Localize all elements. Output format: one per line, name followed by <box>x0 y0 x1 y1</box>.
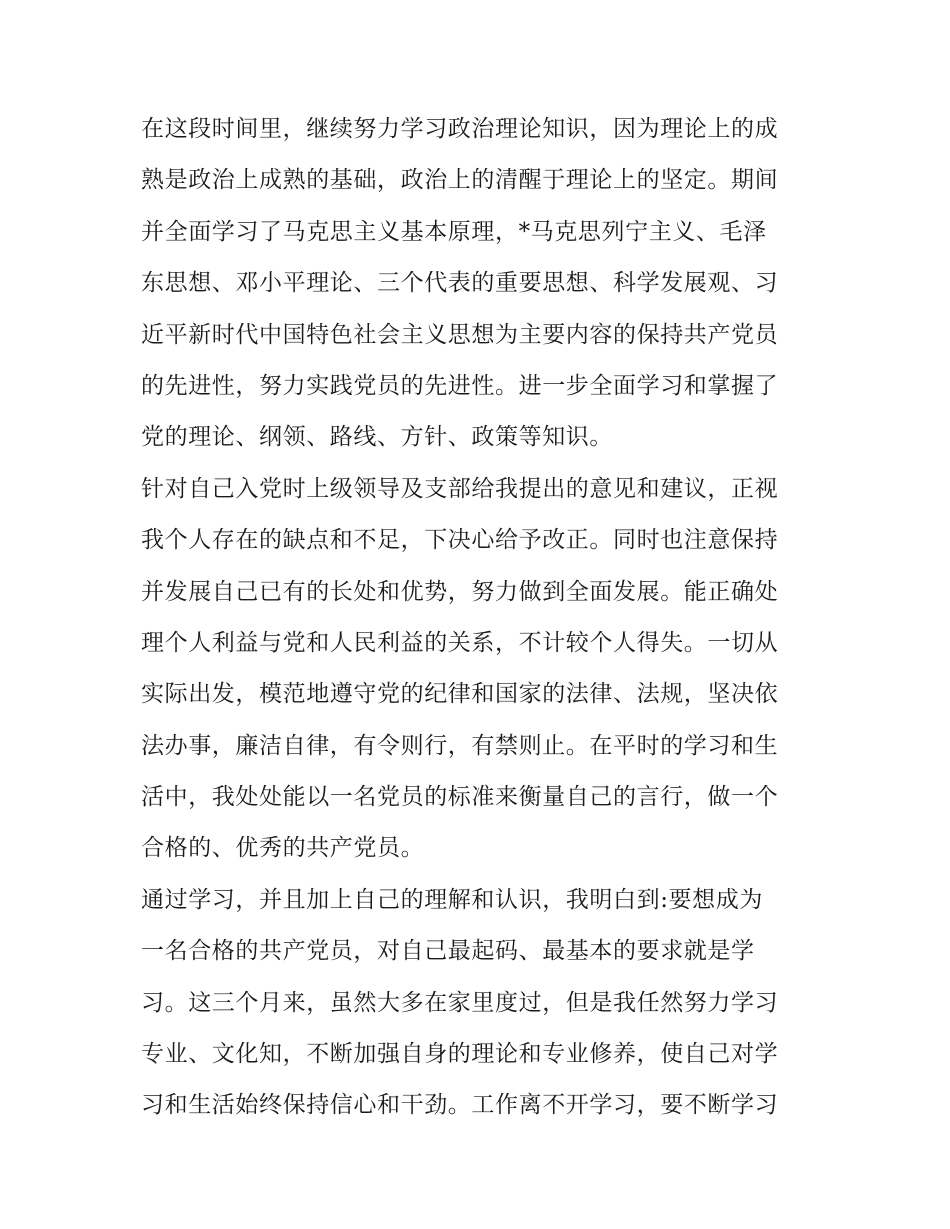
text-line: 活中，我处处能以一名党员的标准来衡量自己的言行，做一个 <box>141 784 779 811</box>
text-line: 并全面学习了马克思主义基本原理，*马克思列宁主义、毛泽 <box>141 218 767 245</box>
text-line: 一名合格的共产党员，对自己最起码、最基本的要求就是学 <box>141 938 755 965</box>
text-line: 实际出发，模范地遵守党的纪律和国家的法律、法规，坚决依 <box>141 681 779 708</box>
text-line: 东思想、邓小平理论、三个代表的重要思想、科学发展观、习 <box>141 270 779 297</box>
text-line: 党的理论、纲领、路线、方针、政策等知识。 <box>141 424 613 451</box>
text-line: 针对自己入党时上级领导及支部给我提出的意见和建议，正视 <box>141 475 779 502</box>
text-line: 的先进性，努力实践党员的先进性。进一步全面学习和掌握了 <box>141 372 779 399</box>
text-line: 我个人存在的缺点和不足，下决心给予改正。同时也注意保持 <box>141 527 779 554</box>
text-line: 法办事，廉洁自律，有令则行，有禁则止。在平时的学习和生 <box>141 732 779 759</box>
text-line: 合格的、优秀的共产党员。 <box>141 835 425 862</box>
text-line: 并发展自己已有的长处和优势，努力做到全面发展。能正确处 <box>141 578 779 605</box>
text-line: 习。这三个月来，虽然大多在家里度过，但是我任然努力学习 <box>141 989 779 1016</box>
text-line: 通过学习，并且加上自己的理解和认识，我明白到:要想成为 <box>141 886 763 913</box>
text-line: 近平新时代中国特色社会主义思想为主要内容的保持共产党员 <box>141 321 779 348</box>
text-line: 专业、文化知，不断加强自身的理论和专业修养，使自己对学 <box>141 1041 779 1068</box>
text-line: 在这段时间里，继续努力学习政治理论知识，因为理论上的成 <box>141 116 779 142</box>
document-body <box>141 104 821 1132</box>
text-line: 熟是政治上成熟的基础，政治上的清醒于理论上的坚定。期间 <box>141 167 779 194</box>
text-line: 理个人利益与党和人民利益的关系，不计较个人得失。一切从 <box>141 629 779 656</box>
text-line: 习和生活始终保持信心和干劲。工作离不开学习，要不断学习 <box>141 1092 779 1119</box>
